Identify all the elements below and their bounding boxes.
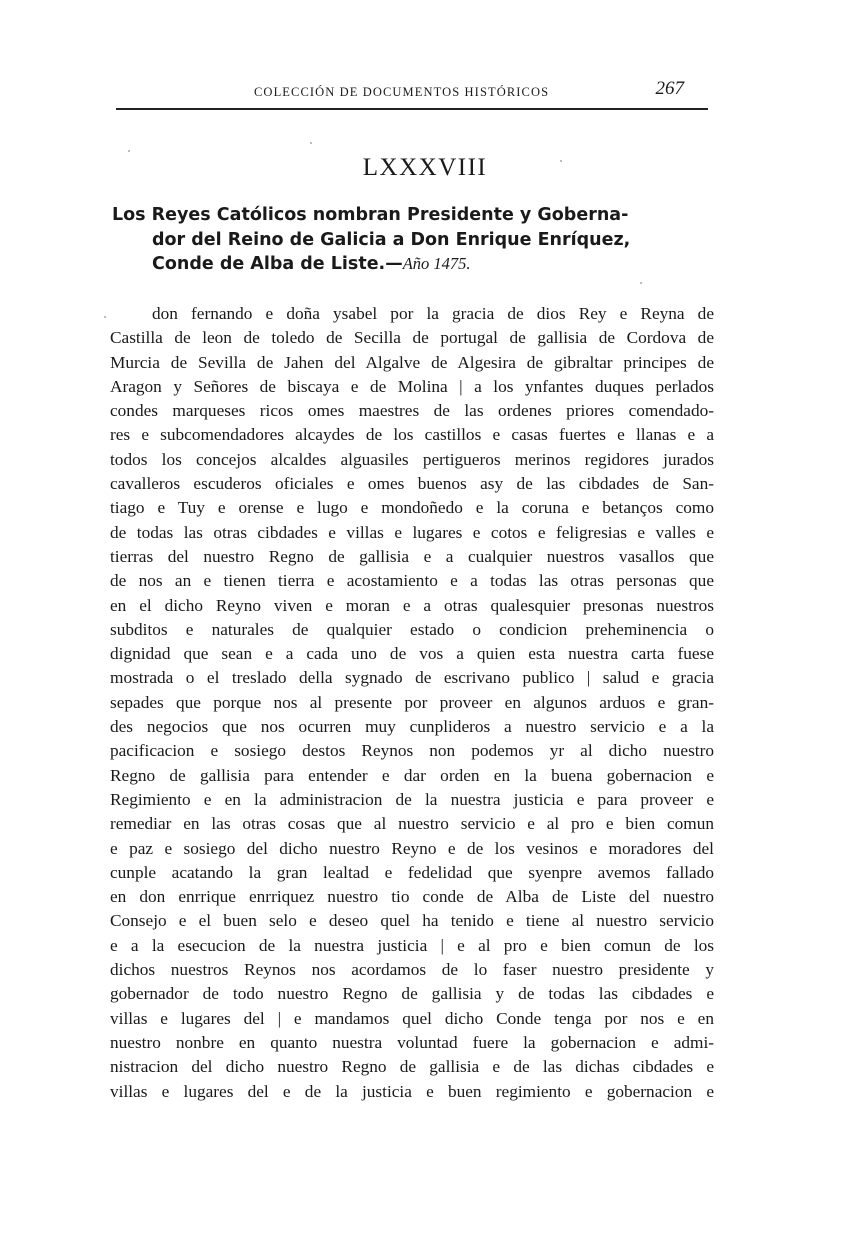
body-line: Castilla de leon de toledo de Secilla de portugal de gallisia de Cordova de [110,328,714,348]
body-line: subditos e naturales de qualquier estado o condicion preheminencia o [110,619,714,639]
body-line: des negocios que nos ocurren muy cunplideros a nuestro servicio e a la [110,717,714,737]
body-line: Regno de gallisia para entender e dar orden en la buena gobernacion e [110,765,714,785]
body-line: cavalleros escuderos oficiales e omes buenos asy de las cibdades de San- [110,474,714,494]
body-line: gobernador de todo nuestro Regno de gallisia y de todas las cibdades e [110,984,714,1004]
body-line: en el dicho Reyno viven e moran e a otras qualesquier presonas nuestros [110,595,714,615]
body-line: villas e lugares del e de la justicia e buen regimiento e gobernacion e [110,1081,714,1101]
body-line: en don enrrique enrriquez nuestro tio conde de Alba de Liste del nuestro [110,887,714,907]
document-body [110,302,714,1104]
document-number: LXXXVIII [362,154,488,181]
body-line: Regimiento e en la administracion de la nuestra justicia e para proveer e [110,789,714,809]
body-line: nuestro nonbre en quanto nuestra voluntad fuere la gobernacion e admi- [110,1032,714,1052]
title-date: Año 1475. [402,254,471,273]
document-title [112,203,712,277]
scan-speck [640,282,642,284]
title-line: dor del Reino de Galicia a Don Enrique Enríquez, [152,229,631,250]
body-line: de nos an e tienen tierra e acostamiento e a todas las otras personas que [110,571,714,591]
body-line: villas e lugares del | e mandamos quel dicho Conde tenga por nos e en [110,1008,714,1028]
page-number: 267 [655,78,684,99]
body-line: mostrada o el treslado della sygnado de escrivano publico | salud e gracia [110,668,714,688]
scan-speck [128,150,130,152]
page-header [112,78,708,106]
body-line: sepades que porque nos al presente por proveer en algunos arduos e gran- [110,692,714,712]
title-line: Los Reyes Católicos nombran Presidente y Goberna- [112,205,629,225]
body-line: e a la esecucion de la nuestra justicia | e al pro e bien comun de los [110,935,714,955]
body-line: tiago e Tuy e orense e lugo e mondoñedo e la coruna e betanços como [110,498,714,518]
body-line: e paz e sosiego del dicho nuestro Reyno e de los vesinos e moradores del [110,838,714,858]
body-line: Consejo e el buen selo e deseo quel ha tenido e tiene al nuestro servicio [110,911,714,931]
body-line: remediar en las otras cosas que al nuestro servicio e al pro e bien comun [110,814,714,834]
body-line: de todas las otras cibdades e villas e lugares e cotos e feligresias e valles e [110,522,714,542]
body-line: tierras del nuestro Regno de gallisia e a cualquier nuestros vasallos que [110,546,714,566]
body-line: dichos nuestros Reynos nos acordamos de lo faser nuestro presidente y [110,960,714,980]
running-title: COLECCIÓN DE DOCUMENTOS HISTÓRICOS [254,85,550,99]
title-line-text: Conde de Alba de Liste.— [152,254,403,274]
scan-speck [104,316,106,318]
body-line: nistracion del dicho nuestro Regno de gallisia e de las dichas cibdades e [110,1057,714,1077]
scan-speck [560,160,562,162]
body-line: condes marqueses ricos omes maestres de las ordenes priores comendado- [110,401,714,421]
body-line: pacificacion e sosiego destos Reynos non podemos yr al dicho nuestro [110,741,714,761]
body-line: Murcia de Sevilla de Jahen del Algalve de Algesira de gibraltar principes de [110,352,714,372]
body-line: Aragon y Señores de biscaya e de Molina | a los ynfantes duques perlados [110,376,714,396]
body-line: todos los concejos alcaldes alguasiles pertigueros merinos regidores jurados [110,449,714,469]
body-line: cunple acatando la gran lealtad e fedelidad que syenpre avemos fallado [110,862,714,882]
scan-speck [310,142,312,144]
body-line: don fernando e doña ysabel por la gracia de dios Rey e Reyna de [152,304,714,323]
body-line: res e subcomendadores alcaydes de los castillos e casas fuertes e llanas e a [110,425,714,445]
title-line [112,252,712,277]
body-line: dignidad que sean e a cada uno de vos a quien esta nuestra carta fuese [110,644,714,664]
header-rule [116,108,708,110]
